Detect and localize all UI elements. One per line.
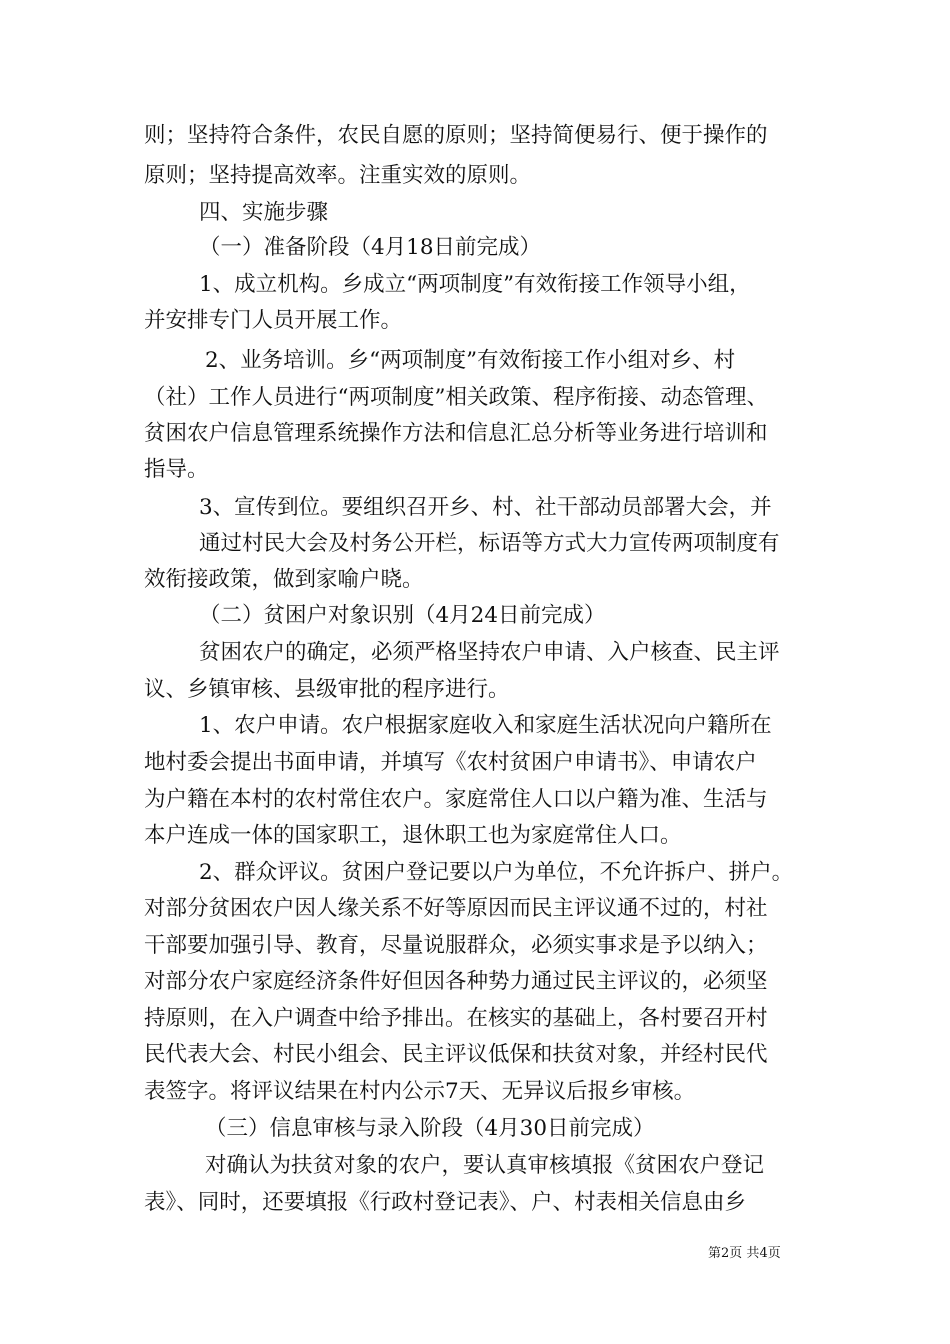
text-line: 表签字。将评议结果在村内公示7天、无异议后报乡审核。 (144, 1079, 696, 1104)
text-line: 贫困农户信息管理系统操作方法和信息汇总分析等业务进行培训和 (144, 421, 768, 446)
text-line: 地村委会提出书面申请，并填写《农村贫困户申请书》、申请农户 (144, 750, 757, 775)
text-line: 1、农户申请。农户根据家庭收入和家庭生活状况向户籍所在 (199, 713, 772, 738)
text-line: 2、业务培训。乡“两项制度”有效衔接工作小组对乡、村 (205, 348, 736, 373)
page-number-prefix: 第 (708, 1246, 722, 1261)
subsection-heading: （一）准备阶段（4月18日前完成） (199, 235, 542, 260)
text-line: 2、群众评议。贫困户登记要以户为单位，不允许拆户、拼户。 (199, 860, 794, 885)
text-line: 本户连成一体的国家职工，退休职工也为家庭常住人口。 (144, 823, 682, 848)
text-line: 通过村民大会及村务公开栏，标语等方式大力宣传两项制度有 (199, 531, 780, 556)
text-line: 则；坚持符合条件，农民自愿的原则；坚持简便易行、便于操作的 (144, 123, 768, 148)
page-number-current: 2 (721, 1246, 730, 1261)
text-line: 效衔接政策，做到家喻户晓。 (144, 567, 424, 592)
text-line: 原则；坚持提高效率。注重实效的原则。 (144, 163, 532, 188)
text-line: 持原则，在入户调查中给予排出。在核实的基础上，各村要召开村 (144, 1006, 768, 1031)
text-line: 并安排专门人员开展工作。 (144, 308, 403, 333)
text-line: 1、成立机构。乡成立“两项制度”有效衔接工作领导小组， (199, 272, 751, 297)
text-line: 干部要加强引导、教育，尽量说服群众，必须实事求是予以纳入； (144, 933, 768, 958)
text-line: 民代表大会、村民小组会、民主评议低保和扶贫对象，并经村民代 (144, 1042, 768, 1067)
text-line: 为户籍在本村的农村常住农户。家庭常住人口以户籍为准、生活与 (144, 787, 768, 812)
page-footer (708, 1247, 781, 1260)
subsection-heading: （三）信息审核与录入阶段（4月30日前完成） (205, 1116, 655, 1141)
page-number-separator: 页 共 (729, 1246, 760, 1261)
text-line: 议、乡镇审核、县级审批的程序进行。 (144, 677, 510, 702)
text-line: （社）工作人员进行“两项制度”相关政策、程序衔接、动态管理、 (144, 385, 768, 410)
text-line: 对确认为扶贫对象的农户，要认真审核填报《贫困农户登记 (205, 1153, 765, 1178)
subsection-heading: （二）贫困户对象识别（4月24日前完成） (199, 603, 606, 628)
page-number-total: 4 (759, 1246, 768, 1261)
text-line: 贫困农户的确定，必须严格坚持农户申请、入户核查、民主评 (199, 640, 780, 665)
page-number-suffix: 页 (767, 1246, 781, 1261)
text-line: 指导。 (144, 457, 209, 482)
text-line: 对部分贫困农户因人缘关系不好等原因而民主评议通不过的，村社 (144, 896, 768, 921)
text-line: 对部分农户家庭经济条件好但因各种势力通过民主评议的，必须坚 (144, 969, 768, 994)
text-line: 表》、同时，还要填报《行政村登记表》、户、村表相关信息由乡 (144, 1190, 747, 1215)
section-heading: 四、实施步骤 (199, 200, 329, 225)
text-line: 3、宣传到位。要组织召开乡、村、社干部动员部署大会，并 (199, 495, 772, 520)
